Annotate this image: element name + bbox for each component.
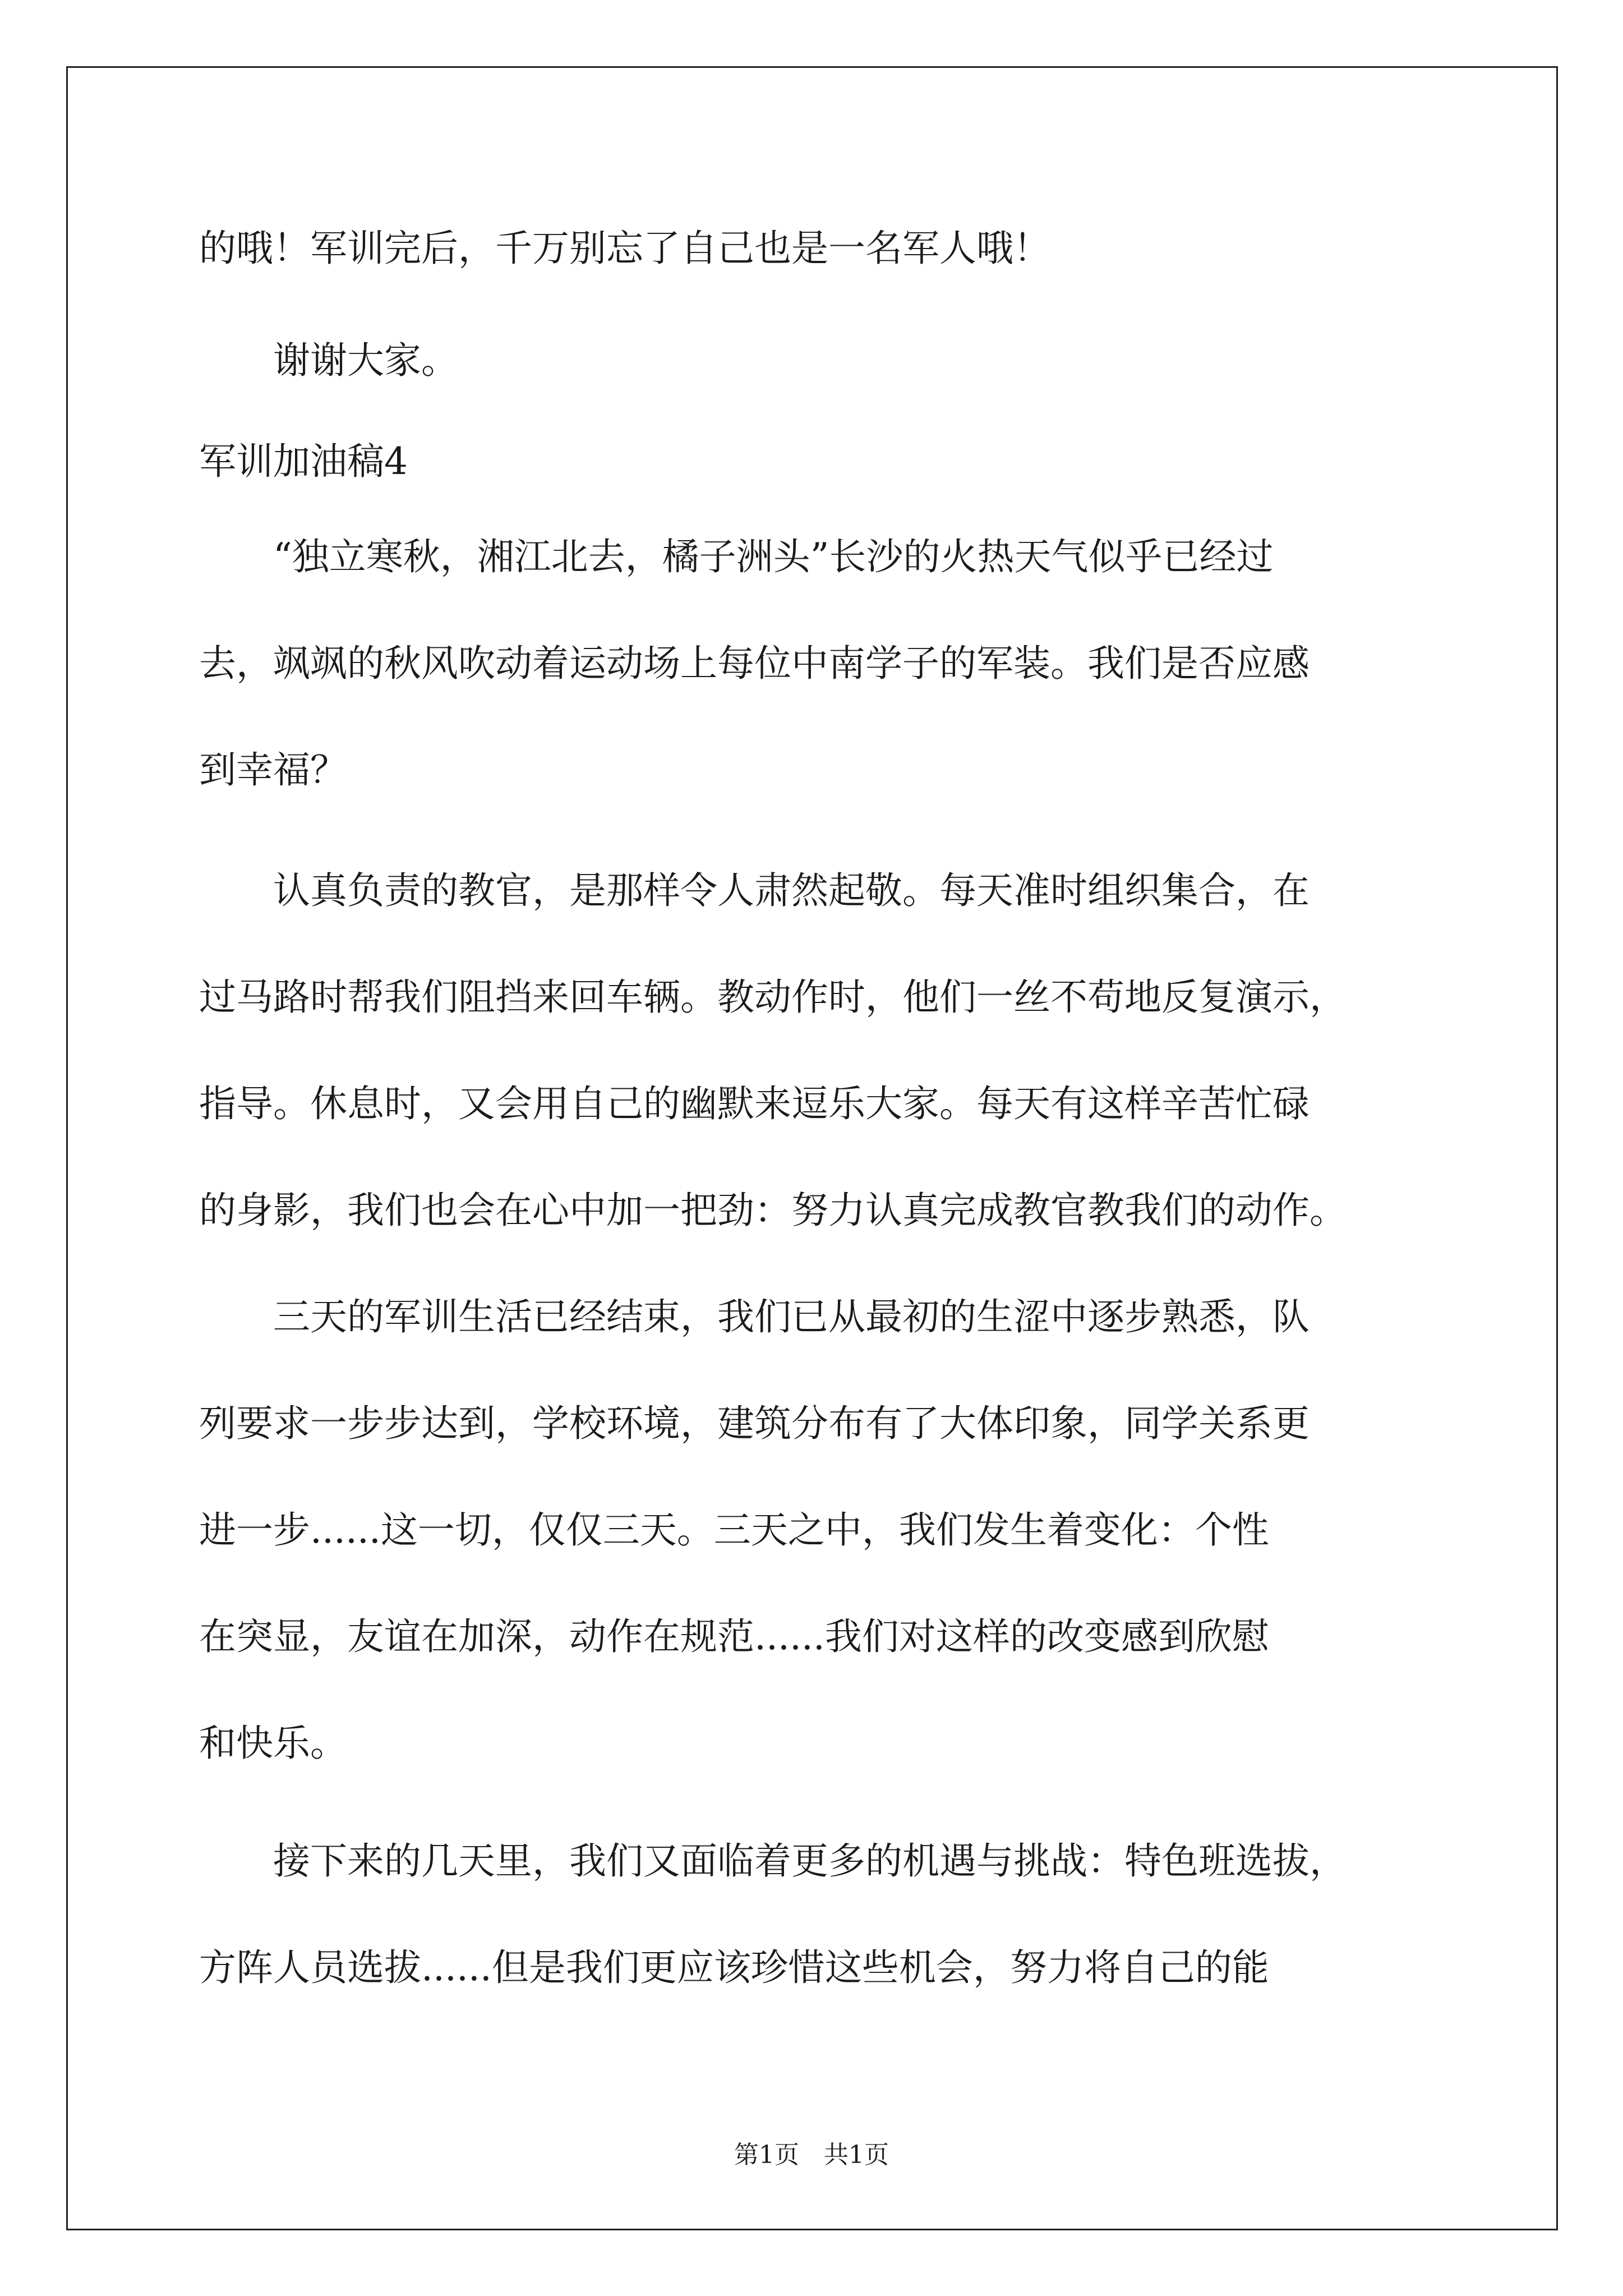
text-line: 接下来的几天里，我们又面临着更多的机遇与挑战：特色班选拔， xyxy=(199,1839,1347,1883)
text-line: 和快乐。 xyxy=(199,1722,347,1765)
text-line: 认真负责的教官，是那样令人肃然起敬。每天准时组织集合，在 xyxy=(199,869,1310,912)
section-heading: 军训加油稿4 xyxy=(199,440,408,483)
text-line: 方阵人员选拔......但是我们更应该珍惜这些机会，努力将自己的能 xyxy=(199,1946,1269,1989)
text-line: 过马路时帮我们阻挡来回车辆。教动作时，他们一丝不苟地反复演示， xyxy=(199,976,1347,1019)
text-line: “独立寒秋，湘江北去，橘子洲头”长沙的火热天气似乎已经过 xyxy=(199,535,1274,578)
text-line: 在突显，友谊在加深，动作在规范......我们对这样的改变感到欣慰 xyxy=(199,1615,1269,1658)
text-line: 指导。休息时，又会用自己的幽默来逗乐大家。每天有这样辛苦忙碌 xyxy=(199,1082,1310,1125)
text-line: 去，飒飒的秋风吹动着运动场上每位中南学子的军装。我们是否应感 xyxy=(199,642,1310,685)
text-line: 的哦！军训完后，千万别忘了自己也是一名军人哦！ xyxy=(199,227,1050,270)
text-line: 到幸福？ xyxy=(199,748,347,792)
text-line: 谢谢大家。 xyxy=(199,339,458,382)
page-border xyxy=(66,66,1558,2230)
text-line: 的身影，我们也会在心中加一把劲：努力认真完成教官教我们的动作。 xyxy=(199,1189,1347,1232)
text-line: 列要求一步步达到，学校环境，建筑分布有了大体印象，同学关系更 xyxy=(199,1402,1310,1445)
text-line: 进一步......这一切，仅仅三天。三天之中，我们发生着变化：个性 xyxy=(199,1508,1269,1552)
page-footer: 第1页 共1页 xyxy=(734,2141,889,2169)
text-line: 三天的军训生活已经结束，我们已从最初的生涩中逐步熟悉，队 xyxy=(199,1295,1310,1338)
